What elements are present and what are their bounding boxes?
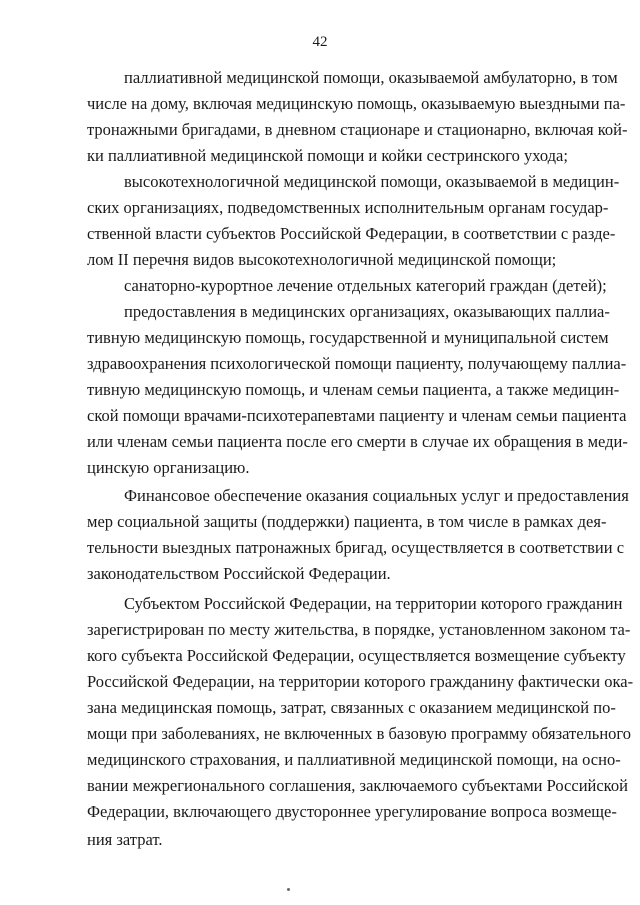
text-line: медицинского страхования, и паллиативной медицинской помощи, на осно- [87, 750, 621, 769]
text-line: тивную медицинскую помощь, государственной и муниципальной систем [87, 328, 609, 347]
scan-speck [287, 888, 290, 891]
text-line: лом II перечня видов высокотехнологичной медицинской помощи; [87, 250, 557, 269]
text-line: кого субъекта Российской Федерации, осуществляется возмещение субъекту [87, 646, 626, 665]
text-line: цинскую организацию. [87, 458, 250, 477]
text-line: числе на дому, включая медицинскую помощь, оказываемую выездными па- [87, 94, 626, 113]
text-line: законодательством Российской Федерации. [87, 564, 391, 583]
text-line: зарегистрирован по месту жительства, в порядке, установленном законом та- [87, 620, 631, 639]
text-line: ских организациях, подведомственных исполнительным органам государ- [87, 198, 609, 217]
text-line: здравоохранения психологической помощи пациенту, получающему паллиа- [87, 354, 627, 373]
text-line: санаторно-курортное лечение отдельных категорий граждан (детей); [124, 276, 607, 295]
text-line: Финансовое обеспечение оказания социальных услуг и предоставления [124, 486, 629, 505]
text-line: Субъектом Российской Федерации, на территории которого гражданин [124, 594, 623, 613]
text-line: ния затрат. [87, 830, 163, 849]
text-line: или членам семьи пациента после его смерти в случае их обращения в меди- [87, 432, 628, 451]
text-line: мер социальной защиты (поддержки) пациента, в том числе в рамках дея- [87, 512, 607, 531]
text-line: мощи при заболеваниях, не включенных в базовую программу обязательного [87, 724, 632, 743]
text-line: Российской Федерации, на территории которого гражданину фактически ока- [87, 672, 634, 691]
text-line: зана медицинская помощь, затрат, связанных с оказанием медицинской по- [87, 698, 616, 717]
text-line: тельности выездных патронажных бригад, осуществляется в соответствии с [87, 538, 625, 557]
text-line: вании межрегионального соглашения, заключаемого субъектами Российской [87, 776, 628, 795]
text-line: тронажными бригадами, в дневном стационаре и стационарно, включая кой- [87, 120, 628, 139]
text-line: паллиативной медицинской помощи, оказываемой амбулаторно, в том [124, 68, 618, 87]
text-line: Федерации, включающего двустороннее урегулирование вопроса возмеще- [87, 802, 617, 821]
text-line: ки паллиативной медицинской помощи и койки сестринского ухода; [87, 146, 568, 165]
text-line: тивную медицинскую помощь, и членам семьи пациента, а также медицин- [87, 380, 620, 399]
text-line: высокотехнологичной медицинской помощи, оказываемой в медицин- [124, 172, 620, 191]
page-number: 42 [312, 34, 328, 50]
text-line: предоставления в медицинских организациях, оказывающих паллиа- [124, 302, 610, 321]
text-line: ственной власти субъектов Российской Федерации, в соответствии с разде- [87, 224, 616, 243]
text-line: ской помощи врачами-психотерапевтами пациенту и членам семьи пациента [87, 406, 627, 425]
